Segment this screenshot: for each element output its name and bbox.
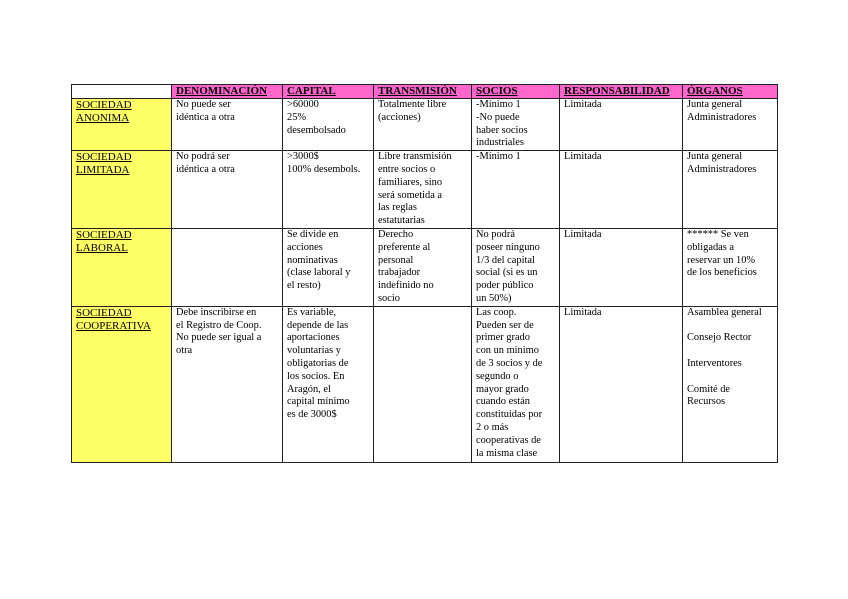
cell-line: No puede ser xyxy=(176,99,231,110)
cell-line: primer grado xyxy=(476,332,530,344)
cell-line: social (si es un xyxy=(476,267,538,279)
cell-line: Aragón, el xyxy=(287,383,331,395)
cell-line: ****** Se ven xyxy=(687,228,749,240)
cell-line: LIMITADA xyxy=(76,164,130,177)
cell-line: (clase laboral y xyxy=(287,267,351,279)
cell-denominacion xyxy=(172,151,283,229)
cell-line: Consejo Rector xyxy=(687,332,752,344)
cell-line: haber socios xyxy=(476,124,528,136)
cell-line: desembolsado xyxy=(287,124,346,136)
cell-line: idéntica a otra xyxy=(176,111,235,123)
cell-line: 1/3 del capital xyxy=(476,254,535,266)
table-row xyxy=(72,151,778,229)
cell-line: LABORAL xyxy=(76,241,128,254)
cell-line: No podrá ser xyxy=(176,151,230,163)
cell-line: familiares, sino xyxy=(378,176,443,188)
cell-line: socio xyxy=(378,292,400,304)
cell-line: Derecho xyxy=(378,228,414,240)
cell-line: Comité de xyxy=(687,383,730,395)
header-cell-empty xyxy=(72,85,172,99)
cell-line: Asamblea general xyxy=(687,306,762,318)
row-label-sociedad-limitada xyxy=(72,151,172,229)
cell-line: depende de las xyxy=(287,319,349,331)
cell-line: reservar un 10% xyxy=(687,254,756,266)
cell-organos xyxy=(683,99,778,151)
cell-line: Recursos xyxy=(687,396,726,408)
header-cell-organos: ÓRGANOS xyxy=(683,85,778,99)
cell-line: -Mínimo 1 xyxy=(476,99,521,110)
cell-line: entre socios o xyxy=(378,163,436,175)
cell-denominacion xyxy=(172,228,283,306)
row-label-sociedad-cooperativa xyxy=(72,306,172,462)
cell-socios xyxy=(472,151,560,229)
header-cell-denominacion: DENOMINACIÓN xyxy=(172,85,283,99)
cell-transmision xyxy=(374,306,472,462)
cell-line: SOCIEDAD xyxy=(76,306,132,319)
cell-capital xyxy=(283,306,374,462)
cell-line: poseer ninguno xyxy=(476,241,540,253)
cell-denominacion xyxy=(172,306,283,462)
cell-line: Administradores xyxy=(687,163,757,175)
cell-line: es de 3000$ xyxy=(287,409,337,421)
cell-responsabilidad xyxy=(560,151,683,229)
cell-line: >3000$ xyxy=(287,151,319,163)
cell-line: de los beneficios xyxy=(687,267,757,279)
cell-line: -No puede xyxy=(476,111,520,123)
cell-line: Junta general xyxy=(687,99,743,110)
cell-capital xyxy=(283,99,374,151)
cell-line: 2 o más xyxy=(476,421,509,433)
cell-denominacion xyxy=(172,99,283,151)
cell-line: Las coop. xyxy=(476,306,517,318)
cell-capital xyxy=(283,151,374,229)
cell-line: Limitada xyxy=(564,228,602,240)
table-row xyxy=(72,228,778,306)
cell-line: SOCIEDAD xyxy=(76,99,132,111)
cell-organos xyxy=(683,306,778,462)
cell-line: será sometida a xyxy=(378,189,443,201)
cell-line: constituidas por xyxy=(476,409,543,421)
sociedades-table xyxy=(71,84,778,463)
cell-line: acciones xyxy=(287,241,323,253)
cell-line: (acciones) xyxy=(378,111,421,123)
cell-line: voluntarias y xyxy=(287,345,341,357)
cell-line: COOPERATIVA xyxy=(76,319,151,332)
cell-line: industriales xyxy=(476,137,524,149)
cell-line: SOCIEDAD xyxy=(76,151,132,164)
cell-socios xyxy=(472,228,560,306)
cell-socios xyxy=(472,306,560,462)
cell-line: aportaciones xyxy=(287,332,340,344)
cell-line: el resto) xyxy=(287,280,321,292)
cell-line: capital mínimo xyxy=(287,396,350,408)
header-cell-responsabilidad: RESPONSABILIDAD xyxy=(560,85,683,99)
cell-line: las reglas xyxy=(378,202,417,214)
cell-responsabilidad xyxy=(560,228,683,306)
header-cell-socios: SOCIOS xyxy=(472,85,560,99)
cell-line: indefinido no xyxy=(378,280,434,292)
cell-line: No podrá xyxy=(476,228,515,240)
cell-line: Limitada xyxy=(564,306,602,318)
cell-line: Limitada xyxy=(564,151,602,163)
cell-line: la misma clase xyxy=(476,447,538,459)
cell-line: Es variable, xyxy=(287,306,337,318)
cell-line: personal xyxy=(378,254,414,266)
cell-line: un 50%) xyxy=(476,292,512,304)
cell-line: segundo o xyxy=(476,370,519,382)
cell-line: Junta general xyxy=(687,151,743,163)
cell-line: Pueden ser de xyxy=(476,319,534,331)
cell-line xyxy=(687,345,774,358)
cell-line: SOCIEDAD xyxy=(76,228,132,241)
cell-line: Limitada xyxy=(564,99,602,110)
table-row xyxy=(72,306,778,462)
cell-transmision xyxy=(374,228,472,306)
cell-capital xyxy=(283,228,374,306)
cell-line: los socios. En xyxy=(287,370,345,382)
cell-line: 25% xyxy=(287,111,307,123)
cell-line: No puede ser igual a xyxy=(176,332,262,344)
cell-socios xyxy=(472,99,560,151)
cell-line: obligatorias de xyxy=(287,357,349,369)
cell-line: nominativas xyxy=(287,254,338,266)
row-label-sociedad-laboral xyxy=(72,228,172,306)
cell-line: cooperativas de xyxy=(476,434,541,446)
header-row xyxy=(72,85,778,99)
cell-responsabilidad xyxy=(560,99,683,151)
cell-transmision xyxy=(374,99,472,151)
cell-transmision xyxy=(374,151,472,229)
cell-line: >60000 xyxy=(287,99,319,110)
cell-line: poder público xyxy=(476,280,534,292)
cell-line: Interventores xyxy=(687,357,742,369)
row-label-sociedad-anonima xyxy=(72,99,172,151)
cell-line: 100% desembols. xyxy=(287,163,361,175)
cell-line: Administradores xyxy=(687,111,757,123)
cell-responsabilidad xyxy=(560,306,683,462)
header-cell-capital: CAPITAL xyxy=(283,85,374,99)
cell-organos xyxy=(683,151,778,229)
cell-line: obligadas a xyxy=(687,241,735,253)
cell-line: de 3 socios y de xyxy=(476,357,543,369)
cell-line: Se divide en xyxy=(287,228,339,240)
cell-line: mayor grado xyxy=(476,383,529,395)
header-cell-transmision: TRANSMISIÓN xyxy=(374,85,472,99)
cell-line: ANONIMA xyxy=(76,112,130,124)
cell-organos xyxy=(683,228,778,306)
cell-line: Totalmente libre xyxy=(378,99,447,110)
cell-line: idéntica a otra xyxy=(176,163,235,175)
cell-line: el Registro de Coop. xyxy=(176,319,262,331)
cell-line: -Mínimo 1 xyxy=(476,151,521,163)
cell-line: Debe inscribirse en xyxy=(176,306,257,318)
cell-line: estatutarias xyxy=(378,215,425,227)
cell-line: cuando están xyxy=(476,396,530,408)
cell-line: trabajador xyxy=(378,267,421,279)
cell-line xyxy=(687,320,774,333)
cell-line: otra xyxy=(176,345,193,357)
cell-line xyxy=(687,371,774,384)
table-row xyxy=(72,99,778,151)
cell-line: Libre transmisión xyxy=(378,151,452,163)
cell-line: con un mínimo xyxy=(476,345,539,357)
cell-line: preferente al xyxy=(378,241,431,253)
